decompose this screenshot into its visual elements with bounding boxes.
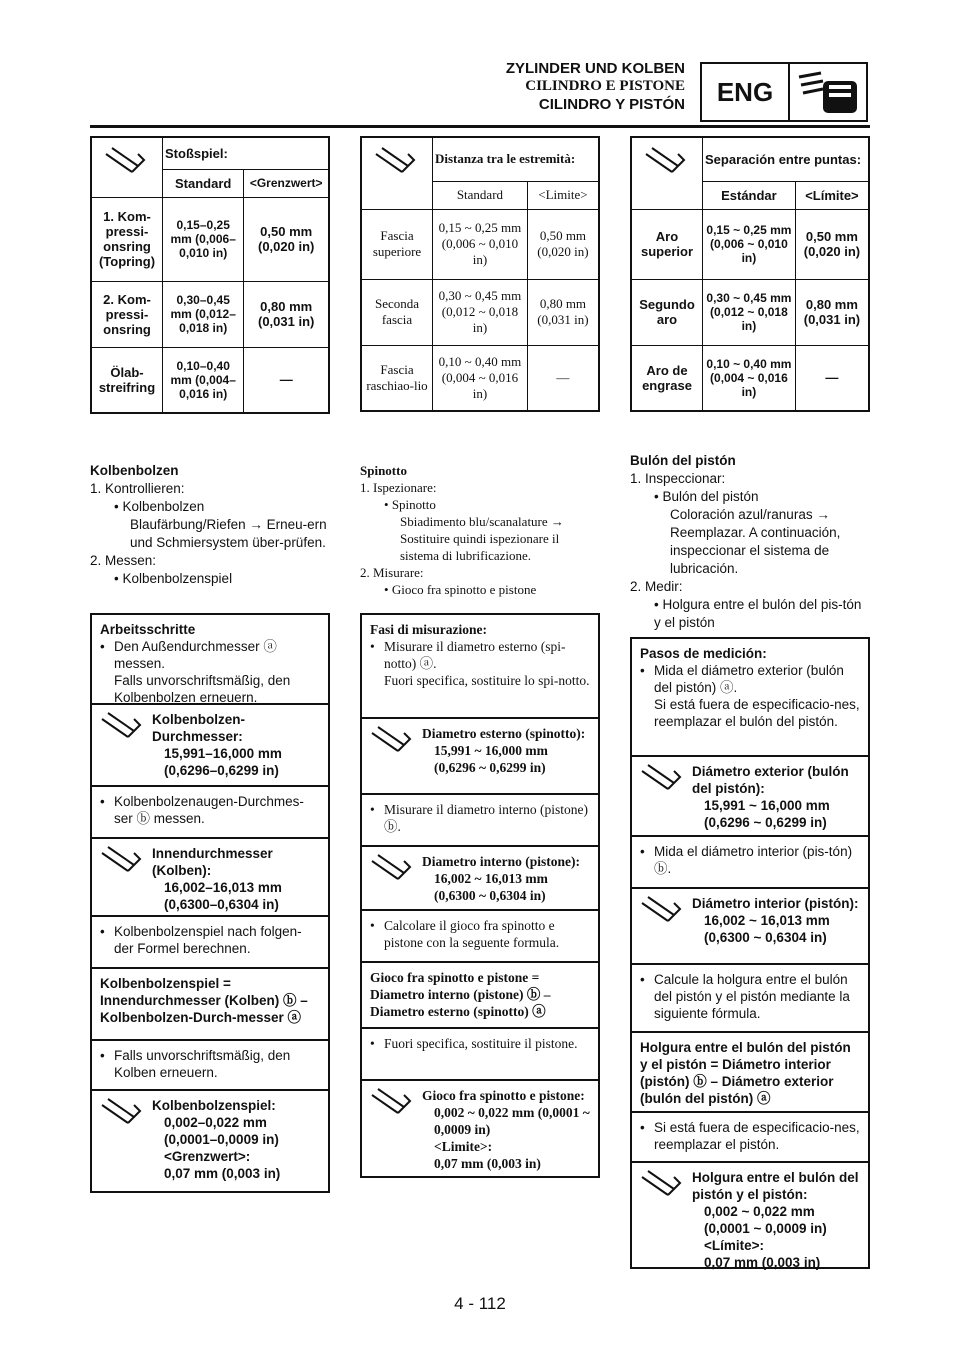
step-1-detail: Blaufärbung/Riefen → Erneu-ern und Schmiersystem über-prüfen. xyxy=(130,517,327,550)
spec-title: Stoßspiel: xyxy=(163,137,330,169)
wrench-icon xyxy=(104,146,146,176)
wrench-icon xyxy=(370,725,412,755)
section-heading: Bulón del pistón xyxy=(630,453,736,468)
section-heading: Spinotto xyxy=(360,463,407,478)
procedure-box-es: Pasos de medición: • Mida el diámetro exterior (bulón del pistón) ⓐ. Si está fuera de especificacio-nes, reemplazar el bulón del pistón. Diámetro exterior (bulón del pistón): 15,991 ~ 16,000 mm (0,6296 ~ 0,6299 in) • Mida el diámetro interior (pis-tón) ⓑ. Diámetro interior (pistón): 16,002 ~ 16,013 mm (0,6300 ~ 0,6304 in) • Calcule la holgura entre el bulón del pistón y el pistón mediante la siguiente fórmula. Holgura entre el bulón del pistón y el pistón = Diámetro interior (pistón) ⓑ – Diámetro exterior (bulón del pistón) ⓐ • Si está fuera de especificacio-nes, reemplazar el pistón. Holgura entre el bulón del pistón y el pistón: 0,002 ~ 0,022 mm (0,0001 ~ 0,0009 in) <Límite>: 0,07 mm (0,003 in) xyxy=(630,637,870,1269)
section-heading: Kolbenbolzen xyxy=(90,463,179,478)
spec-value: 15,991 ~ 16,000 mm (0,6296 ~ 0,6299 in) xyxy=(704,798,830,830)
spec-limit-label: <Grenzwert>: xyxy=(164,1149,251,1164)
spec-title: Diámetro exterior (bulón del pistón): xyxy=(692,764,849,796)
spec-limit: 0,07 mm (0,003 in) xyxy=(434,1156,541,1171)
spec-table-es xyxy=(630,136,870,412)
col-standard: Estándar xyxy=(703,181,796,209)
wrench-icon xyxy=(640,1169,682,1199)
row-limit: — xyxy=(527,345,599,411)
row-name: 2. Kom-pressi-onsring xyxy=(91,281,163,347)
wrench-icon xyxy=(100,1097,142,1127)
step-2: 2. Medir: xyxy=(630,579,683,594)
wrench-icon xyxy=(644,146,686,176)
section-label: ENG xyxy=(702,64,790,120)
spec-value: 16,002–16,013 mm (0,6300–0,6304 in) xyxy=(164,880,282,912)
spec-value: 16,002 ~ 16,013 mm (0,6300 ~ 0,6304 in) xyxy=(434,871,548,903)
bullet-text: Falls unvorschriftsmäßig, den Kolben erneuern. xyxy=(114,1048,291,1080)
engine-piston-icon xyxy=(790,64,866,120)
row-standard: 0,30 ~ 0,45 mm (0,012 ~ 0,018 in) xyxy=(703,279,796,345)
step-1: 1. Kontrollieren: xyxy=(90,481,185,496)
bullet-text: Den Außendurchmesser ⓐ messen. xyxy=(114,639,277,671)
formula: Kolbenbolzenspiel = Innendurchmesser (Kolben) ⓑ – Kolbenbolzen-Durch-messer ⓐ xyxy=(92,969,328,1041)
spec-title: Distanza tra le estremità: xyxy=(433,137,600,181)
bullet-text: Si está fuera de especificacio-nes, reemplazar el pistón. xyxy=(654,1120,860,1152)
col-standard: Standard xyxy=(433,181,528,209)
row-limit: — xyxy=(795,345,869,411)
row-name: Seconda fascia xyxy=(361,279,433,345)
page-number: 4 - 112 xyxy=(454,1294,506,1313)
procedure-heading: Arbeitsschritte xyxy=(100,622,196,637)
row-standard: 0,15–0,25 mm (0,006–0,010 in) xyxy=(163,197,244,281)
spec-icon-cell xyxy=(91,137,163,197)
formula: Holgura entre el bulón del pistón y el pistón = Diámetro interior (pistón) ⓑ – Diámetro exterior (bulón del pistón) ⓐ xyxy=(632,1033,868,1113)
col-limit: <Grenzwert> xyxy=(244,169,329,197)
wrench-icon xyxy=(370,1087,412,1117)
column-de xyxy=(90,462,330,588)
procedure-box-it: Fasi di misurazione: • Misurare il diametro esterno (spi-notto) ⓐ. Fuori specifica, sostituire lo spi-notto. Diametro esterno (spinotto): 15,991 ~ 16,000 mm (0,6296 ~ 0,6299 in) • Misurare il diametro interno (pistone) ⓑ. Diametro interno (pistone): 16,002 ~ 16,013 mm (0,6300 ~ 0,6304 in) • Calcolare il gioco fra spinotto e pistone con la seguente formula. Gioco fra spinotto e pistone = Diametro interno (pistone) ⓑ – Diametro esterno (spinotto) ⓐ • Fuori specifica, sostituire il pistone. Gioco fra spinotto e pistone: 0,002 ~ 0,022 mm (0,0001 ~ 0,0009 in) <Limite>: 0,07 mm (0,003 in) xyxy=(360,613,600,1178)
row-limit: 0,80 mm (0,031 in) xyxy=(795,279,869,345)
spec-icon-cell xyxy=(361,137,433,209)
spec-limit-label: <Limite>: xyxy=(434,1139,493,1154)
procedure-heading: Pasos de medición: xyxy=(640,646,767,661)
header-rule xyxy=(90,125,870,128)
row-standard: 0,10 ~ 0,40 mm (0,004 ~ 0,016 in) xyxy=(703,345,796,411)
step-2-item: • Gioco fra spinotto e pistone xyxy=(384,582,537,597)
spec-value: 0,002 ~ 0,022 mm (0,0001 ~ 0,0009 in) xyxy=(434,1105,590,1137)
row-name: Fascia superiore xyxy=(361,209,433,279)
spec-limit: 0,07 mm (0,003 in) xyxy=(164,1166,281,1181)
formula: Gioco fra spinotto e pistone = Diametro interno (pistone) ⓑ – Diametro esterno (spinotto) ⓐ xyxy=(362,963,598,1029)
wrench-icon xyxy=(100,845,142,875)
step-1: 1. Inspeccionar: xyxy=(630,471,726,486)
bullet-text: Kolbenbolzenaugen-Durchmes-ser ⓑ messen. xyxy=(114,794,304,826)
row-standard: 0,30 ~ 0,45 mm (0,012 ~ 0,018 in) xyxy=(433,279,528,345)
row-name: Ölab-streifring xyxy=(91,347,163,413)
row-limit: — xyxy=(244,347,329,413)
spec-value: 16,002 ~ 16,013 mm (0,6300 ~ 0,6304 in) xyxy=(704,913,830,945)
spec-title: Holgura entre el bulón del pistón y el pistón: xyxy=(692,1170,859,1202)
row-name: Segundo aro xyxy=(631,279,703,345)
step-2: 2. Messen: xyxy=(90,553,157,568)
procedure-heading: Fasi di misurazione: xyxy=(370,622,487,637)
spec-title: Diametro interno (pistone): xyxy=(422,854,580,869)
spec-value: 0,002 ~ 0,022 mm (0,0001 ~ 0,0009 in) xyxy=(704,1204,827,1236)
column-es xyxy=(630,452,870,632)
row-limit: 0,80 mm (0,031 in) xyxy=(527,279,599,345)
bullet-text: Calcolare il gioco fra spinotto e pistone con la seguente formula. xyxy=(384,918,560,950)
step-1-item: • Spinotto xyxy=(384,497,436,512)
spec-table-de xyxy=(90,136,330,414)
bullet-text: Mida el diámetro interior (pis-tón) ⓑ. xyxy=(654,844,853,876)
col-limit: <Limite> xyxy=(527,181,599,209)
row-name: Fascia raschiao-lio xyxy=(361,345,433,411)
row-limit: 0,50 mm (0,020 in) xyxy=(527,209,599,279)
spec-title: Diámetro interior (pistón): xyxy=(692,896,859,911)
spec-title: Separación entre puntas: xyxy=(703,137,870,181)
wrench-icon xyxy=(640,763,682,793)
spec-value: 0,002–0,022 mm (0,0001–0,0009 in) xyxy=(164,1115,279,1147)
row-standard: 0,15 ~ 0,25 mm (0,006 ~ 0,010 in) xyxy=(703,209,796,279)
spec-icon-cell xyxy=(631,137,703,209)
column-it xyxy=(360,462,600,598)
wrench-icon xyxy=(640,895,682,925)
header-title-es: CILINDRO Y PISTÓN xyxy=(538,96,685,113)
step-1-detail: Sbiadimento blu/scanalature → Sostituire quindi ispezionare il sistema di lubrificazione. xyxy=(400,514,564,563)
row-standard: 0,10 ~ 0,40 mm (0,004 ~ 0,016 in) xyxy=(433,345,528,411)
row-standard: 0,10–0,40 mm (0,004–0,016 in) xyxy=(163,347,244,413)
spec-title: Diametro esterno (spinotto): xyxy=(422,726,586,741)
col-limit: <Límite> xyxy=(795,181,869,209)
row-limit: 0,50 mm (0,020 in) xyxy=(244,197,329,281)
procedure-box-de: Arbeitsschritte • Den Außendurchmesser ⓐ messen. Falls unvorschriftsmäßig, den Kolbenbolzen erneuern. Kolbenbolzen-Durchmesser: 15,991–16,000 mm (0,6296–0,6299 in) • Kolbenbolzenaugen-Durchmes-ser ⓑ messen. Innendurchmesser (Kolben): 16,002–16,013 mm (0,6300–0,6304 in) • Kolbenbolzenspiel nach folgen-der Formel berechnen. Kolbenbolzenspiel = Innendurchmesser (Kolben) ⓑ – Kolbenbolzen-Durch-messer ⓐ • Falls unvorschriftsmäßig, den Kolben erneuern. Kolbenbolzenspiel: 0,002–0,022 mm (0,0001–0,0009 in) <Grenzwert>: 0,07 mm (0,003 in) xyxy=(90,613,330,1193)
bullet-detail: Si está fuera de especificacio-nes, reemplazar el bulón del pistón. xyxy=(654,697,860,729)
row-name: Aro superior xyxy=(631,209,703,279)
spec-table-it xyxy=(360,136,600,412)
row-limit: 0,80 mm (0,031 in) xyxy=(244,281,329,347)
bullet-detail: Falls unvorschriftsmäßig, den Kolbenbolzen erneuern. xyxy=(114,673,291,705)
header-title-it: CILINDRO E PISTONE xyxy=(525,78,685,94)
section-badge xyxy=(700,62,868,122)
bullet-text: Mida el diámetro exterior (bulón del pistón) ⓐ. xyxy=(654,663,844,695)
row-name: 1. Kom-pressi-onsring (Topring) xyxy=(91,197,163,281)
spec-title: Kolbenbolzenspiel: xyxy=(152,1098,276,1113)
step-1-detail: Coloración azul/ranuras → Reemplazar. A continuación, inspeccionar el sistema de lubricación. xyxy=(670,507,841,576)
header-title-de: ZYLINDER UND KOLBEN xyxy=(505,60,685,77)
bullet-text: Misurare il diametro esterno (spi-notto) ⓐ. xyxy=(384,639,566,671)
col-standard: Standard xyxy=(163,169,244,197)
bullet-text: Kolbenbolzenspiel nach folgen-der Formel berechnen. xyxy=(114,924,302,956)
row-standard: 0,15 ~ 0,25 mm (0,006 ~ 0,010 in) xyxy=(433,209,528,279)
bullet-text: Fuori specifica, sostituire il pistone. xyxy=(384,1036,578,1051)
spec-value: 15,991 ~ 16,000 mm (0,6296 ~ 0,6299 in) xyxy=(434,743,548,775)
spec-title: Kolbenbolzen-Durchmesser: xyxy=(152,712,245,744)
step-2-item: • Holgura entre el bulón del pis-tón y el pistón xyxy=(654,597,862,630)
row-standard: 0,30–0,45 mm (0,012–0,018 in) xyxy=(163,281,244,347)
spec-value: 15,991–16,000 mm (0,6296–0,6299 in) xyxy=(164,746,282,778)
spec-title: Gioco fra spinotto e pistone: xyxy=(422,1088,585,1103)
wrench-icon xyxy=(370,853,412,883)
row-name: Aro de engrase xyxy=(631,345,703,411)
spec-limit: 0,07 mm (0,003 in) xyxy=(704,1255,821,1270)
wrench-icon xyxy=(100,711,142,741)
bullet-text: Misurare il diametro interno (pistone) ⓑ. xyxy=(384,802,588,834)
spec-limit-label: <Límite>: xyxy=(704,1238,765,1253)
step-2: 2. Misurare: xyxy=(360,565,424,580)
bullet-detail: Fuori specifica, sostituire lo spi-notto. xyxy=(384,673,590,688)
wrench-icon xyxy=(374,146,416,176)
spec-title: Innendurchmesser (Kolben): xyxy=(152,846,273,878)
step-2-item: • Kolbenbolzenspiel xyxy=(114,571,233,586)
step-1-item: • Kolbenbolzen xyxy=(114,499,205,514)
step-1: 1. Ispezionare: xyxy=(360,480,437,495)
step-1-item: • Bulón del pistón xyxy=(654,489,759,504)
row-limit: 0,50 mm (0,020 in) xyxy=(795,209,869,279)
bullet-text: Calcule la holgura entre el bulón del pistón y el pistón mediante la siguiente fórmula. xyxy=(654,972,850,1021)
